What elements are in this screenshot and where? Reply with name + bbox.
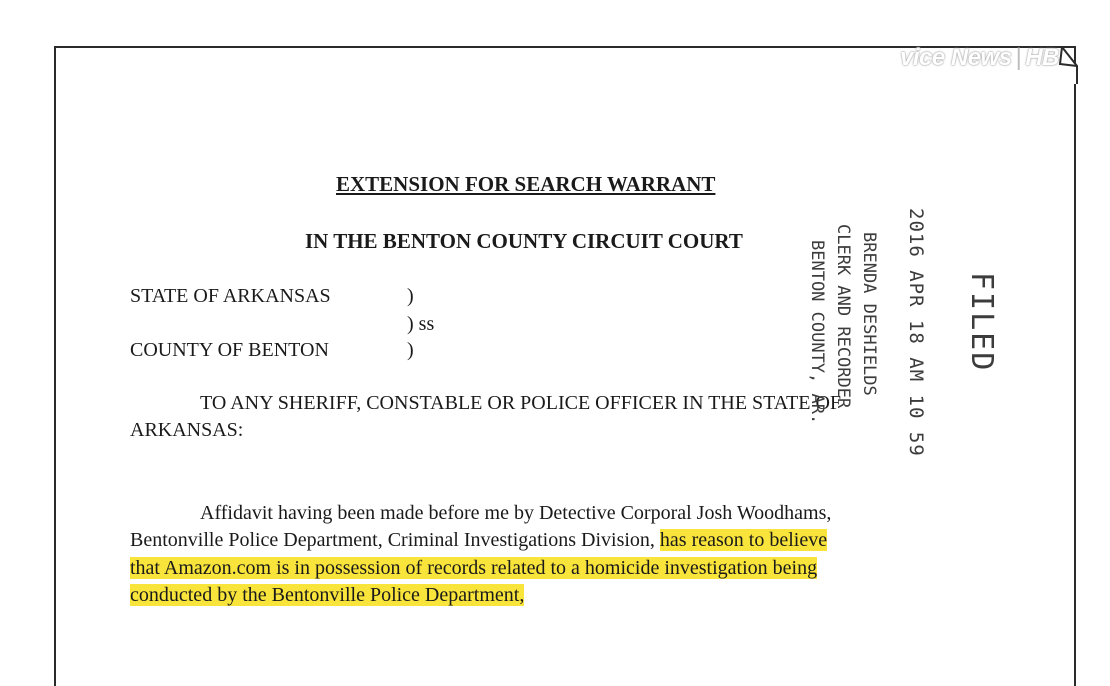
filed-stamp — [800, 200, 1020, 470]
stamp-clerk-name: BRENDA DESHIELDS — [859, 232, 879, 396]
affidavit-highlight-3: conducted by the Bentonville Police Department, — [130, 584, 525, 606]
venue-ss: ) ss — [407, 313, 435, 335]
affidavit-line-1: Affidavit having been made before me by Detective Corporal Josh Woodhams, — [200, 502, 832, 524]
stamp-county: BENTON COUNTY, AR. — [807, 240, 827, 425]
affidavit-line-3 — [130, 557, 817, 580]
stamp-status: FILED — [964, 272, 999, 373]
venue-state-paren: ) — [407, 285, 414, 307]
affidavit-line-2 — [130, 529, 827, 552]
watermark-suffix: HB — [1025, 44, 1059, 71]
watermark-brand: vice News — [900, 44, 1012, 71]
venue-county-paren: ) — [407, 339, 414, 361]
address-line-2: ARKANSAS: — [130, 419, 244, 441]
address-line-1: TO ANY SHERIFF, CONSTABLE OR POLICE OFFICER IN THE STATE OF — [200, 392, 842, 414]
affidavit-line-4 — [130, 584, 524, 607]
venue-state: STATE OF ARKANSAS — [130, 285, 331, 307]
court-name: IN THE BENTON COUNTY CIRCUIT COURT — [305, 229, 743, 253]
venue-county: COUNTY OF BENTON — [130, 339, 329, 361]
document-title: EXTENSION FOR SEARCH WARRANT — [336, 172, 716, 196]
stamp-datetime: 2016 APR 18 AM 10 59 — [905, 208, 927, 457]
affidavit-highlight-2: that Amazon.com is in possession of records related to a homicide investigation being — [130, 557, 818, 579]
watermark-separator: | — [1015, 44, 1022, 71]
affidavit-line-2-plain: Bentonville Police Department, Criminal Investigations Division, — [130, 529, 660, 551]
affidavit-highlight-1: has reason to believe — [659, 529, 828, 551]
vice-news-watermark — [900, 44, 1059, 72]
stamp-clerk-title: CLERK AND RECORDER — [833, 224, 853, 409]
